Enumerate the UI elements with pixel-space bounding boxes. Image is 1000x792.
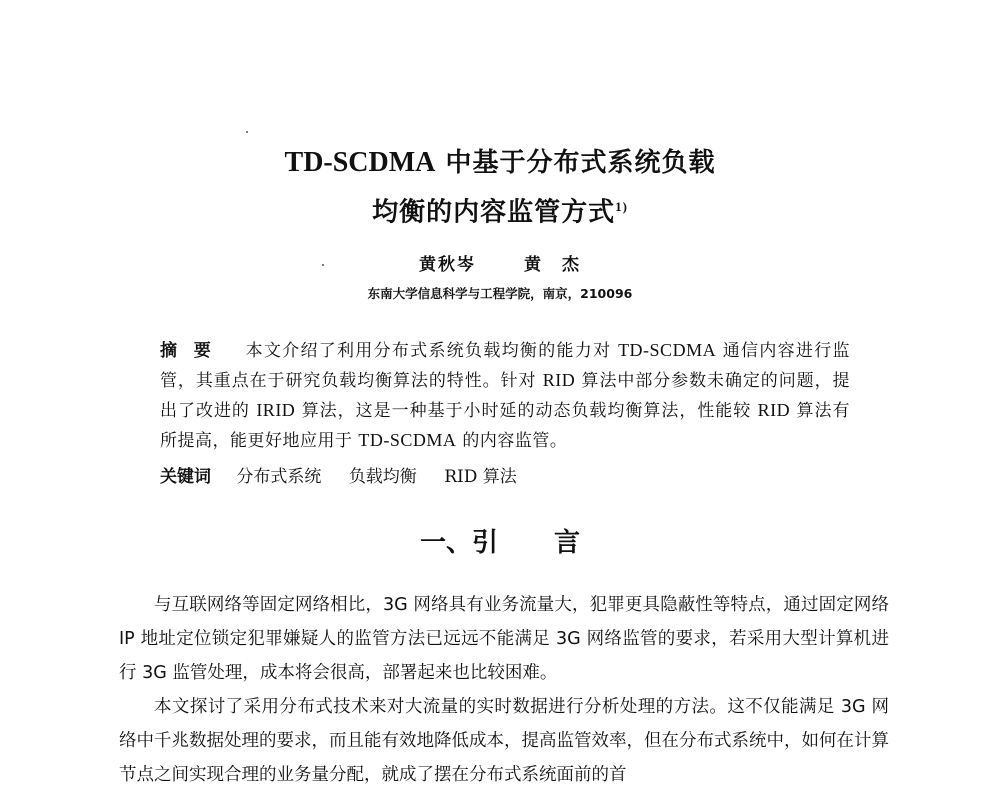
author-name: 黄 杰 <box>523 255 581 275</box>
keywords <box>160 463 539 492</box>
abstract-text: TD-SCDMA <box>618 340 717 360</box>
abstract-text: 算法，这是一种基于小时延的动态负载均衡算法，性能较 <box>295 401 758 421</box>
body-paragraph: 与互联网络等固定网络相比，3G 网络具有业务流量大，犯罪更具隐蔽性等特点，通过固定网络 IP 地址定位锁定犯罪嫌疑人的监管方法已远远不能满足 3G 网络监管的要求，若采用大型计算机进行 3G 监管处理，成本将会很高，部署起来也比较困难。 <box>119 595 889 683</box>
affiliation: 东南大学信息科学与工程学院，南京，210096 <box>367 286 633 301</box>
abstract <box>160 336 850 456</box>
section-number: 一、引 <box>419 528 498 558</box>
section-heading <box>0 522 1000 559</box>
abstract-text: 通信内容进行监管，其重点在于研究负载均衡算法的特性。针对 <box>160 341 851 391</box>
keyword: 分布式系统 <box>236 467 322 487</box>
body-text <box>119 588 889 792</box>
abstract-text: IRID <box>256 400 296 420</box>
title-rest: 中基于分布式系统负载 <box>435 148 716 178</box>
body-paragraph: 本文探讨了采用分布式技术来对大流量的实时数据进行分析处理的方法。这不仅能满足 3G 网络中千兆数据处理的要求，而且能有效地降低成本，提高监管效率，但在分布式系统中，如何在计算节点之间实现合理的业务量分配，就成了摆在分布式系统面前的首 <box>119 697 889 785</box>
author-name: 黄秋岑 <box>419 255 477 275</box>
footnote-marker: 1) <box>615 199 628 214</box>
abstract-text: RID <box>542 370 576 390</box>
keyword: RID 算法 <box>444 467 517 487</box>
abstract-text: TD-SCDMA <box>358 430 457 450</box>
paper-title-line-2 <box>0 187 1000 233</box>
scan-speck <box>246 131 248 133</box>
title-line-2-text: 均衡的内容监管方式 <box>372 197 616 228</box>
title-latin: TD-SCDMA <box>284 147 436 178</box>
section-title: 言 <box>554 528 581 558</box>
keywords-label: 关键词 <box>160 467 211 487</box>
keyword: 负载均衡 <box>348 467 417 487</box>
authors <box>0 250 1000 275</box>
abstract-text: 的内容监管。 <box>456 431 568 451</box>
abstract-text: RID <box>757 400 791 420</box>
abstract-text: 本文介绍了利用分布式系统负载均衡的能力对 <box>245 341 619 361</box>
abstract-text: 算法中部分参数未确定的问题，提出了改进的 <box>160 371 850 421</box>
paper-title-line-1 <box>0 143 1000 183</box>
abstract-text: 算法有所提高，能更好地应用于 <box>160 401 851 451</box>
abstract-label: 摘要 <box>160 341 228 361</box>
